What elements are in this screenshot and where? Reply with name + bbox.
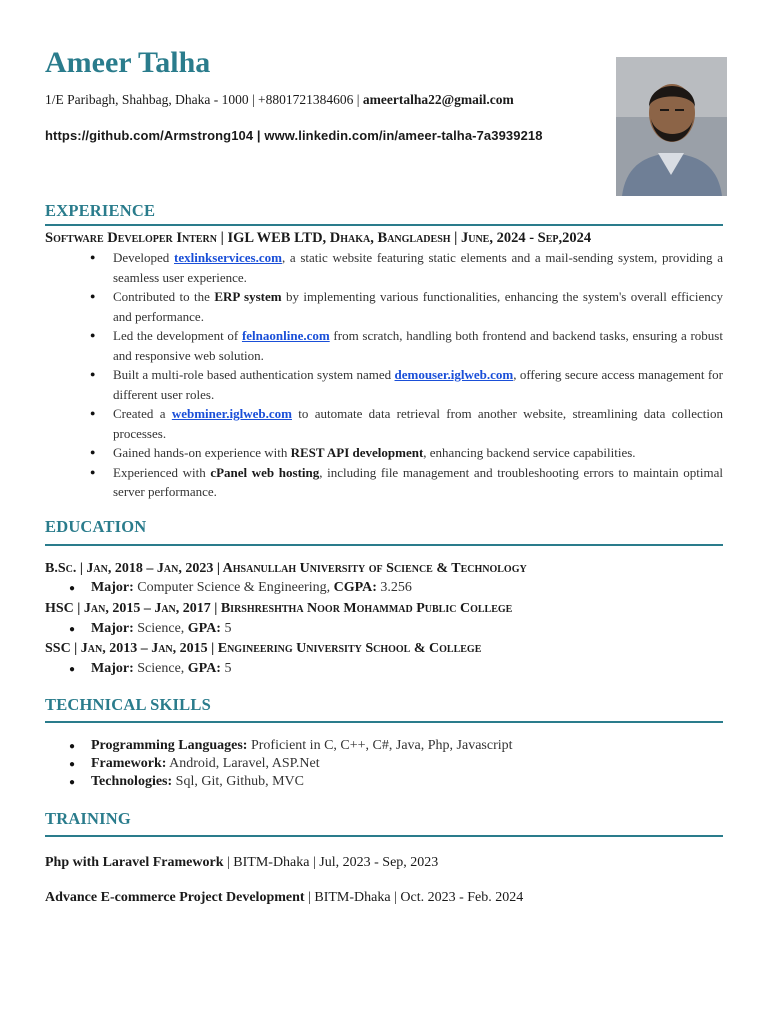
job-title: Software Developer Intern | IGL WEB LTD, Dhaka, Bangladesh | June, 2024 - Sep,2024 bbox=[45, 230, 592, 246]
skill-technologies: ● Technologies: Sql, Git, Github, MVC bbox=[69, 774, 305, 789]
education-entry-bsc: B.Sc. | Jan, 2018 – Jan, 2023 | Ahsanullah University of Science & Technology bbox=[45, 561, 527, 576]
contact-line bbox=[45, 92, 514, 108]
education-entry-hsc: HSC | Jan, 2015 – Jan, 2017 | Birshreshtha Noor Mohammad Public College bbox=[45, 601, 513, 616]
section-title-education: EDUCATION bbox=[45, 517, 147, 536]
skill-framework: ● Framework: Android, Laravel, ASP.Net bbox=[69, 756, 320, 771]
skill-programming-languages: ● Programming Languages: Proficient in C, C++, C#, Java, Php, Javascript bbox=[69, 738, 513, 753]
section-divider bbox=[45, 224, 723, 226]
list-item: ● Created a webminer.iglweb.com to automate data retrieval from another website, streamlining data collection processes. bbox=[90, 404, 723, 443]
bullet-icon: ● bbox=[69, 777, 76, 788]
training-entry-ecommerce: Advance E-commerce Project Development | BITM-Dhaka | Oct. 2023 - Feb. 2024 bbox=[45, 890, 524, 905]
bullet-icon: ● bbox=[69, 759, 76, 770]
section-divider bbox=[45, 721, 723, 723]
list-item: ● Developed texlinkservices.com, a static website featuring static elements and a mail-sending system, providing a seamless user experience. bbox=[90, 248, 723, 287]
bullet-icon: ● bbox=[69, 583, 76, 594]
section-title-experience: EXPERIENCE bbox=[45, 201, 156, 220]
link-felnaonline[interactable]: felnaonline.com bbox=[241, 328, 330, 343]
list-item: ● Contributed to the ERP system by implementing various functionalities, enhancing the system's overall efficiency and performance. bbox=[90, 287, 723, 326]
address-phone: 1/E Paribagh, Shahbag, Dhaka - 1000 | +8801721384606 | bbox=[45, 92, 363, 107]
candidate-name: Ameer Talha bbox=[45, 46, 211, 79]
education-detail-hsc: ● Major: Science, GPA: 5 bbox=[69, 621, 232, 636]
bullet-icon: ● bbox=[69, 624, 76, 635]
bullet-icon: ● bbox=[69, 741, 76, 752]
link-webminer[interactable]: webminer.iglweb.com bbox=[171, 406, 292, 421]
section-title-skills: TECHNICAL SKILLS bbox=[45, 695, 211, 714]
education-detail-ssc: ● Major: Science, GPA: 5 bbox=[69, 661, 232, 676]
section-title-training: TRAINING bbox=[45, 809, 131, 828]
section-divider bbox=[45, 835, 723, 837]
list-item: ● Gained hands-on experience with REST API development, enhancing backend service capabilities. bbox=[90, 443, 723, 463]
experience-bullets bbox=[90, 248, 723, 502]
profile-photo bbox=[616, 57, 727, 196]
profile-photo-image bbox=[616, 57, 727, 196]
email-link[interactable]: ameertalha22@gmail.com bbox=[362, 92, 514, 107]
section-divider bbox=[45, 544, 723, 546]
resume-header bbox=[45, 46, 605, 143]
profile-links[interactable]: https://github.com/Armstrong104 | www.linkedin.com/in/ameer-talha-7a3939218 bbox=[45, 128, 543, 143]
education-detail-bsc: ● Major: Computer Science & Engineering, CGPA: 3.256 bbox=[69, 580, 412, 595]
list-item: ● Experienced with cPanel web hosting, including file management and troubleshooting errors to maintain optimal server performance. bbox=[90, 463, 723, 502]
education-entry-ssc: SSC | Jan, 2013 – Jan, 2015 | Engineering University School & College bbox=[45, 641, 482, 656]
list-item: ● Built a multi-role based authentication system named demouser.iglweb.com, offering secure access management for different user roles. bbox=[90, 365, 723, 404]
link-texlinkservices[interactable]: texlinkservices.com bbox=[174, 250, 282, 265]
link-demouser[interactable]: demouser.iglweb.com bbox=[394, 367, 514, 382]
training-entry-laravel: Php with Laravel Framework | BITM-Dhaka | Jul, 2023 - Sep, 2023 bbox=[45, 855, 439, 870]
list-item: ● Led the development of felnaonline.com from scratch, handling both frontend and backend tasks, ensuring a robust and responsive web solution. bbox=[90, 326, 723, 365]
bullet-icon: ● bbox=[69, 664, 76, 675]
